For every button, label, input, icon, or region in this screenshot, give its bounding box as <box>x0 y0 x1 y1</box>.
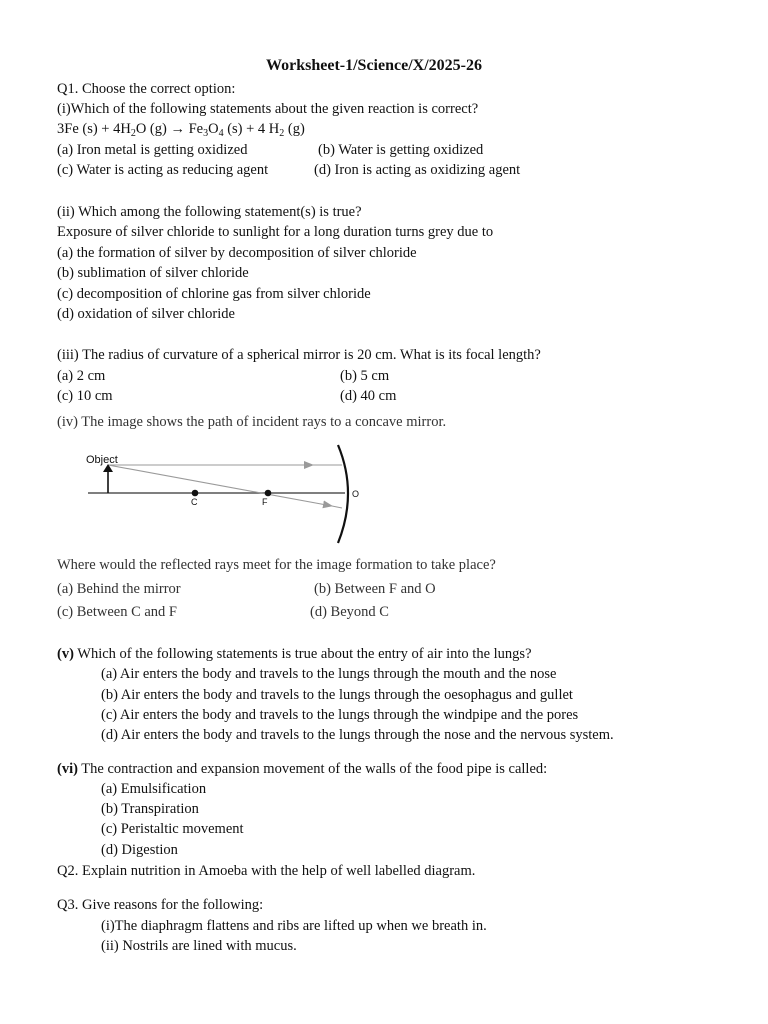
q1-i-option-b: (b) Water is getting oxidized <box>318 142 484 158</box>
q1-iii-option-a: (a) 2 cm <box>57 368 106 384</box>
point-c <box>192 490 199 497</box>
q1-iv-option-b: (b) Between F and O <box>314 581 436 597</box>
oblique-ray <box>108 465 332 506</box>
q1-i-option-d: (d) Iron is acting as oxidizing agent <box>314 162 521 178</box>
q1-v-number: (v) <box>57 646 74 662</box>
q1-ii-stem: Exposure of silver chloride to sunlight for a long duration turns grey due to <box>57 224 494 240</box>
q3-reason-ii: (ii) Nostrils are lined with mucus. <box>101 938 297 954</box>
q1-ii-option-d: (d) oxidation of silver chloride <box>57 306 235 322</box>
q3-heading: Q3. Give reasons for the following: <box>57 897 264 913</box>
object-label: Object <box>86 454 118 466</box>
q1-v-text: Which of the following statements is true about the entry of air into the lungs? <box>73 646 532 662</box>
q1-v-option-d: (d) Air enters the body and travels to the lungs through the nose and the nervous system. <box>101 727 614 743</box>
point-f <box>265 490 272 497</box>
q1-ii-option-a: (a) the formation of silver by decomposition of silver chloride <box>57 245 417 261</box>
q1-i-option-a: (a) Iron metal is getting oxidized <box>57 142 248 158</box>
concave-mirror <box>338 445 348 543</box>
worksheet-title: Worksheet-1/Science/X/2025-26 <box>266 57 482 74</box>
q1-iv-option-d: (d) Beyond C <box>310 604 389 620</box>
q1-v-option-c: (c) Air enters the body and travels to the lungs through the windpipe and the pores <box>101 707 579 723</box>
q1-iv-question: (iv) The image shows the path of incident rays to a concave mirror. <box>57 414 447 430</box>
q1-i-equation: 3Fe $(s) + 4H_2O$ $(g) \to Fe_3O_4$ (s) + 4 $H_2$ (g) <box>57 121 305 139</box>
q1-iii-option-b: (b) 5 cm <box>340 368 390 384</box>
q1-v-option-b: (b) Air enters the body and travels to the lungs through the oesophagus and gullet <box>101 687 573 703</box>
q1-i-question: (i)Which of the following statements about the given reaction is correct? <box>57 101 479 117</box>
q1-vi-number: (vi) <box>57 761 78 777</box>
q1-iii-option-c: (c) 10 cm <box>57 388 113 404</box>
q2-question: Q2. Explain nutrition in Amoeba with the help of well labelled diagram. <box>57 863 476 879</box>
q3-reason-i: (i)The diaphragm flattens and ribs are lifted up when we breath in. <box>101 918 487 934</box>
q1-vi-option-d: (d) Digestion <box>101 842 178 858</box>
q1-i-option-c: (c) Water is acting as reducing agent <box>57 162 269 178</box>
q1-vi-option-b: (b) Transpiration <box>101 801 199 817</box>
q1-vi-option-a: (a) Emulsification <box>101 781 207 797</box>
q1-iv-option-a: (a) Behind the mirror <box>57 581 181 597</box>
q1-iv-prompt: Where would the reflected rays meet for the image formation to take place? <box>57 557 496 573</box>
concave-mirror-diagram <box>80 443 380 548</box>
q1-v-question <box>57 645 532 663</box>
q1-ii-question: (ii) Which among the following statement(s) is true? <box>57 204 362 220</box>
q1-heading: Q1. Choose the correct option: <box>57 81 236 97</box>
q1-vi-question <box>57 760 547 778</box>
q1-iii-question: (iii) The radius of curvature of a spherical mirror is 20 cm. What is its focal length? <box>57 347 541 363</box>
q1-vi-text: The contraction and expansion movement of the walls of the food pipe is called: <box>77 761 548 777</box>
q1-v-option-a: (a) Air enters the body and travels to the lungs through the mouth and the nose <box>101 666 557 682</box>
q1-iv-option-c: (c) Between C and F <box>57 604 177 620</box>
point-f-label: F <box>262 497 268 507</box>
q1-ii-option-c: (c) decomposition of chlorine gas from silver chloride <box>57 286 371 302</box>
point-c-label: C <box>191 497 198 507</box>
oblique-ray-tail <box>332 506 342 508</box>
q1-vi-option-c: (c) Peristaltic movement <box>101 821 244 837</box>
pole-o-label: O <box>352 489 360 499</box>
q1-iii-option-d: (d) 40 cm <box>340 388 397 404</box>
q1-ii-option-b: (b) sublimation of silver chloride <box>57 265 249 281</box>
